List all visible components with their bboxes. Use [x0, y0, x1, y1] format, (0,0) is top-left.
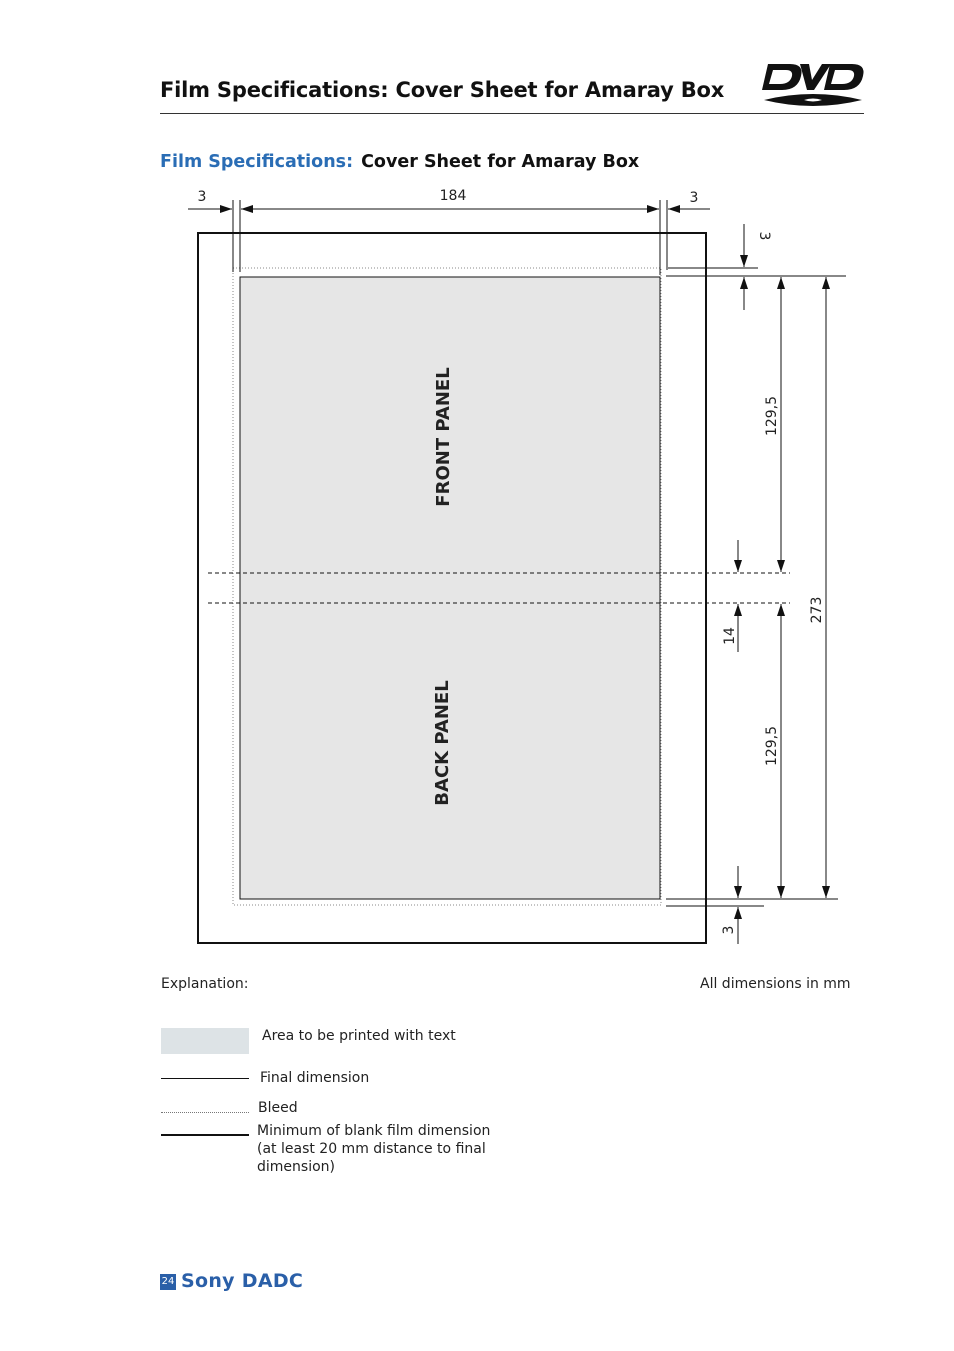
- dim-back-height: 129,5: [764, 725, 780, 767]
- legend-min-film-line2: (at least 20 mm distance to final: [257, 1141, 486, 1157]
- legend-final-text: Final dimension: [260, 1070, 370, 1086]
- section-title-prefix: Film Specifications:: [160, 152, 354, 172]
- legend-print-area-swatch: [161, 1028, 249, 1054]
- explanation-label: Explanation:: [161, 976, 249, 992]
- page-title: Film Specifications: Cover Sheet for Amaray Box: [160, 78, 725, 102]
- spine-area: [240, 573, 660, 603]
- legend-bleed-text: Bleed: [258, 1100, 298, 1116]
- dim-bottom-bleed: 3: [721, 925, 737, 935]
- legend-min-film-line1: Minimum of blank film dimension: [257, 1123, 491, 1139]
- front-panel-label: FRONT PANEL: [433, 367, 454, 507]
- legend-bleed-line: [161, 1112, 249, 1113]
- dim-width: 184: [439, 188, 467, 204]
- brand-logo: Sony DADC: [181, 1270, 304, 1292]
- legend-min-film-text: [257, 1122, 490, 1176]
- dim-total-height: 273: [809, 596, 825, 624]
- dim-front-height: 129,5: [764, 395, 780, 437]
- back-panel-label: BACK PANEL: [432, 680, 453, 806]
- dim-left-bleed: 3: [197, 189, 207, 205]
- units-note: All dimensions in mm: [700, 976, 851, 992]
- section-title-main: Cover Sheet for Amaray Box: [361, 152, 640, 172]
- legend-min-film-line: [161, 1134, 249, 1136]
- legend-final-line: [161, 1078, 249, 1079]
- dim-spine: 14: [722, 627, 738, 645]
- page-number: 24: [160, 1274, 176, 1290]
- legend-min-film-line3: dimension): [257, 1159, 335, 1175]
- legend-print-area-text: Area to be printed with text: [262, 1028, 456, 1044]
- dim-right-bleed: 3: [689, 190, 699, 206]
- dim-top-bleed: 3: [756, 231, 772, 241]
